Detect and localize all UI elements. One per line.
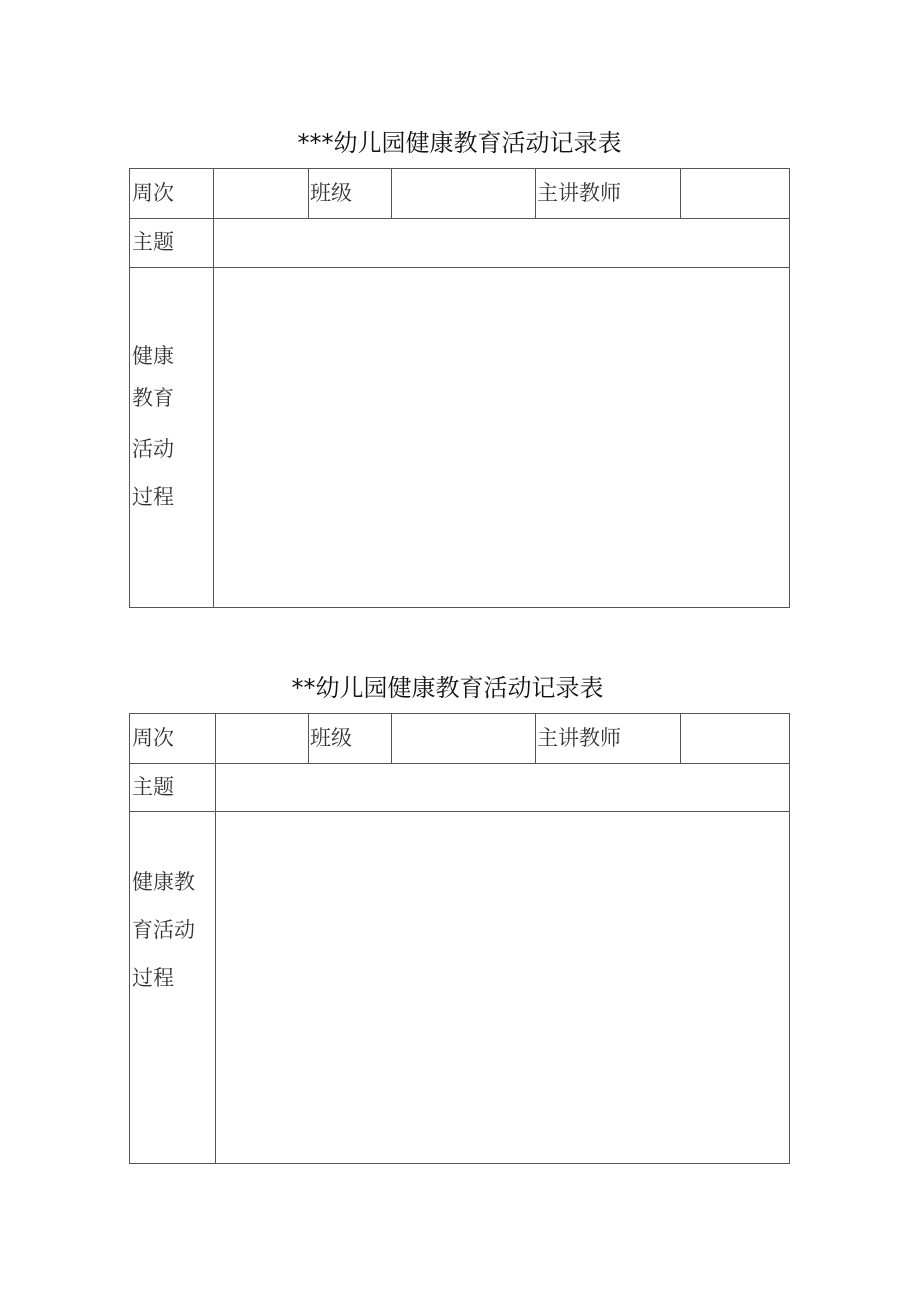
class-label: 班级 xyxy=(310,181,352,205)
teacher-input-cell[interactable] xyxy=(681,714,789,763)
class-label: 班级 xyxy=(310,726,352,750)
form-title: ***幼儿园健康教育活动记录表 xyxy=(297,129,622,157)
topic-input-cell[interactable] xyxy=(216,763,789,811)
topic-input-cell[interactable] xyxy=(214,218,789,267)
class-input-cell[interactable] xyxy=(392,169,535,218)
teacher-label: 主讲教师 xyxy=(537,726,621,750)
record-table xyxy=(129,713,790,1164)
class-input-cell[interactable] xyxy=(392,714,535,763)
process-label xyxy=(130,335,215,521)
process-label-line: 过程 xyxy=(132,485,174,509)
process-label-line: 过程 xyxy=(132,966,174,990)
process-label-line: 教育 xyxy=(132,386,174,410)
topic-label: 主题 xyxy=(132,230,174,254)
process-label-line: 活动 xyxy=(132,437,174,461)
record-table xyxy=(129,168,790,608)
week-input-cell[interactable] xyxy=(216,714,308,763)
process-input-cell[interactable] xyxy=(214,268,789,607)
form-title: **幼儿园健康教育活动记录表 xyxy=(291,674,604,702)
week-input-cell[interactable] xyxy=(214,169,308,218)
process-input-cell[interactable] xyxy=(216,812,789,1163)
week-label: 周次 xyxy=(132,181,174,205)
process-label-line: 健康 xyxy=(132,344,174,368)
teacher-input-cell[interactable] xyxy=(681,169,789,218)
process-label xyxy=(130,858,217,1002)
topic-label: 主题 xyxy=(132,775,174,799)
process-label-line: 健康教 xyxy=(132,870,195,894)
week-label: 周次 xyxy=(132,726,174,750)
process-label-line: 育活动 xyxy=(132,918,195,942)
teacher-label: 主讲教师 xyxy=(537,181,621,205)
